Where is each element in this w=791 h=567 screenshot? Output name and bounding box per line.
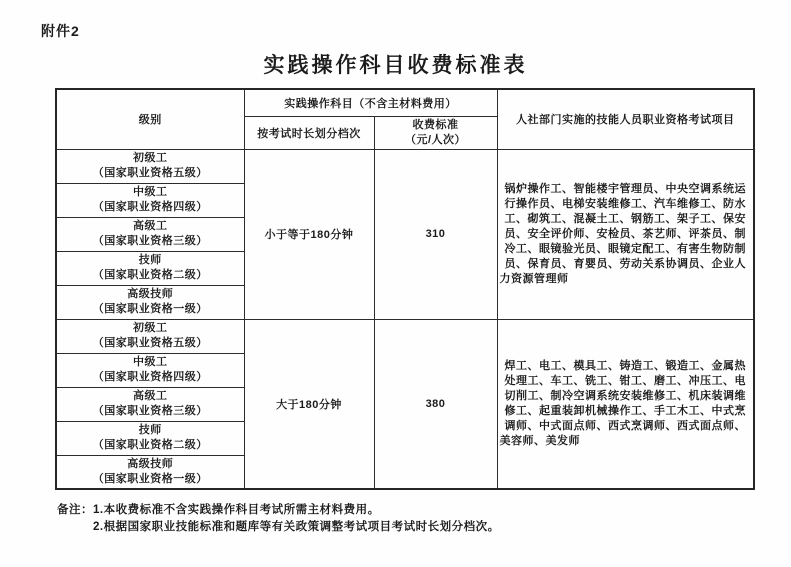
level-name: 高级技师 bbox=[127, 457, 174, 470]
level-name: 初级工 bbox=[133, 322, 168, 334]
table-row bbox=[56, 149, 754, 183]
level-name: 初级工 bbox=[133, 152, 168, 164]
header-fee-line1: 收费标准 bbox=[412, 118, 459, 131]
header-level: 级别 bbox=[56, 89, 244, 149]
footnote-lines bbox=[93, 502, 500, 536]
level-cell bbox=[56, 285, 244, 319]
level-grade: （国家职业资格五级） bbox=[92, 167, 208, 179]
level-cell bbox=[56, 183, 244, 217]
level-grade: （国家职业资格四级） bbox=[92, 371, 208, 383]
level-name: 中级工 bbox=[133, 186, 168, 198]
level-cell bbox=[56, 319, 244, 353]
fee-standard-table bbox=[55, 88, 755, 490]
level-grade: （国家职业资格一级） bbox=[92, 472, 208, 485]
level-cell bbox=[56, 149, 244, 183]
footnote-line-1: 1.本收费标准不含实践操作科目考试所需主材料费用。 bbox=[93, 504, 380, 516]
footnotes bbox=[57, 502, 500, 536]
level-cell bbox=[56, 455, 244, 489]
header-row-1 bbox=[56, 89, 754, 116]
level-cell bbox=[56, 251, 244, 285]
header-projects: 人社部门实施的技能人员职业资格考试项目 bbox=[497, 89, 754, 149]
level-name: 高级工 bbox=[133, 390, 168, 402]
level-name: 高级工 bbox=[133, 220, 168, 232]
projects-cell: 焊工、电工、模具工、铸造工、锻造工、金属热处理工、车工、铣工、钳工、磨工、冲压工、电切削工、制冷空调系统安装维修工、机床装调维修工、起重装卸机械操作工、手工木工、中式烹调师、中式面点师、西式烹调师、西式面点师、美容师、美发师 bbox=[497, 319, 754, 489]
footnote-line-2: 2.根据国家职业技能标准和题库等有关政策调整考试项目考试时长划分档次。 bbox=[93, 521, 500, 533]
attachment-label: 附件2 bbox=[41, 23, 80, 39]
level-cell bbox=[56, 421, 244, 455]
level-name: 技师 bbox=[138, 424, 162, 436]
table-row bbox=[56, 319, 754, 353]
level-grade: （国家职业资格三级） bbox=[92, 235, 208, 247]
level-grade: （国家职业资格一级） bbox=[92, 303, 208, 315]
level-cell bbox=[56, 387, 244, 421]
level-grade: （国家职业资格二级） bbox=[92, 269, 208, 281]
level-grade: （国家职业资格五级） bbox=[92, 337, 208, 349]
duration-cell: 大于180分钟 bbox=[244, 319, 374, 489]
level-name: 技师 bbox=[138, 254, 162, 266]
projects-cell: 锅炉操作工、智能楼宇管理员、中央空调系统运行操作员、电梯安装维修工、汽车维修工、防水工、砌筑工、混凝土工、钢筋工、架子工、保安员、安全评价师、安检员、茶艺师、评茶员、制冷工、眼镜验光员、眼镜定配工、有害生物防制员、保育员、育婴员、劳动关系协调员、企业人力资源管理师 bbox=[497, 149, 754, 319]
duration-cell: 小于等于180分钟 bbox=[244, 149, 374, 319]
level-cell bbox=[56, 353, 244, 387]
level-grade: （国家职业资格二级） bbox=[92, 439, 208, 451]
header-fee bbox=[374, 116, 497, 149]
level-name: 中级工 bbox=[133, 356, 168, 368]
level-cell bbox=[56, 217, 244, 251]
page-title: 实践操作科目收费标准表 bbox=[263, 53, 528, 77]
header-duration: 按考试时长划分档次 bbox=[244, 116, 374, 149]
header-fee-line2: （元/人次） bbox=[404, 133, 467, 146]
level-grade: （国家职业资格四级） bbox=[92, 201, 208, 213]
footnote-label: 备注： bbox=[57, 504, 93, 516]
level-grade: （国家职业资格三级） bbox=[92, 405, 208, 417]
fee-cell: 380 bbox=[374, 319, 497, 489]
header-practical-subject: 实践操作科目（不含主材料费用） bbox=[244, 89, 497, 116]
fee-cell: 310 bbox=[374, 149, 497, 319]
level-name: 高级技师 bbox=[127, 288, 174, 300]
